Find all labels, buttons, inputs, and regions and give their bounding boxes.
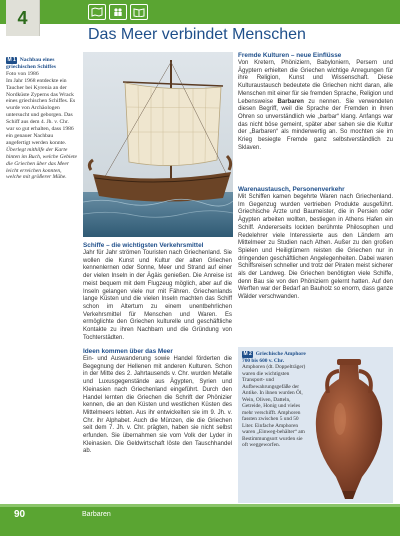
people-icon — [109, 4, 127, 20]
amphora-caption-badge: M 2 — [243, 351, 252, 357]
section-ideas-body: Ein- und Auswanderung sowie Handel förderten die Begegnung der Hellenen mit anderen Kulturen. Schon in der Mitte des 2. Jahrtausends v. Chr. wurden Metalle und Luxusgegenstände aus Ägypten, Syrien und Kleinasien nach Griechenland eingeführt. Durch den Handel lernten die Griechen die Schrift der Phönizier kennen, die an den Küsten und westlichen Küsten des Mittelmeers lebten. Aus ihr entwickelten sie im 9. Jh. v. Chr. ihr Alphabet. Auch die Münzen, die die Griechen seit dem 7. Jh. v. Chr. prägten, haben sie nicht selbst erfunden. Sie übernahmen sie vom Volk der Lyder in Kleinasien. Die Geldwirtschaft löste den Tauschhandel ab. — [83, 356, 232, 455]
section-goods — [238, 186, 393, 302]
amphora-caption-date: 700 bis 600 v. Chr. — [242, 357, 285, 364]
ship-caption — [6, 57, 78, 181]
section-cultures-body: Von Kretern, Phöniziern, Babyloniern, Persern und Ägyptern erhielten die Griechen wichtige Anregungen für ihre Religion, Kunst und Wissenschaft. Diese Kulturaustausch bedeutete die Griechen nicht daran, alle Menschen mit einer für sie fremden Sprache, Religion und Lebensweise Barbaren zu nennen. Sie verwendeten diesen Begriff, weil die Sprache der Fremden in ihren Ohren so unverständlich wie „barbar“ klang. Anfangs war das nicht böse gemeint, später aber sahen sie die Kultur der „Barbaren“ als minderwertig an. So mochten sie im Krieg besiegte Fremde ganz selbstverständlich zu Sklaven. — [238, 60, 393, 151]
amphora-caption-body: Amphoren (dt. Doppelträger) waren die wichtigsten Transport- und Aufbewahrungsgefäße der Antike. In ihnen wurden Öl, Wein, Oliven, Datteln, Getreide, Honig und vieles mehr verschifft. Amphoren fassten zwischen 5 und 50 Liter. Einfache Amphoren waren „Einweg-behälter“ am Bestimmungsort wurden sie oft weggeworfen. — [242, 364, 306, 448]
chapter-tab — [6, 0, 40, 36]
section-ships — [83, 242, 232, 342]
map-icon — [88, 4, 106, 20]
book-icon — [130, 4, 148, 20]
page-title: Das Meer verbindet Menschen — [88, 26, 306, 43]
section-goods-heading: Warenaustausch, Personenverkehr — [238, 186, 345, 193]
ship-caption-task: Überlegt mithilfe der Karte hinten im Buch, welche Gebiete die Griechen über das Meer leicht erreichen konnten, welche mit größerer Mühe. — [6, 146, 77, 181]
ship-caption-badge: M 1 — [7, 57, 16, 63]
section-goods-body: Mit Schiffen kamen begehrte Waren nach Griechenland. Im Gegenzug wurden vertrieben Produkte ausgeführt. Griechische Ärzte und Baumeister, die in Persien oder Ägypten arbeiten wollten, bestiegen in Athens Hafen ein Schiff. Andererseits lockten berühmte Philosophen und Redelehrer viele Interessierte aus den Ländern am Mittelmeer zu Studien nach Athen. Außer zu den großen Spielen und Heiligtümern reisten die Griechen nur in dringenden geschäftlichen Angelegenheiten. Dabei waren Schiffsreisen schneller und trotz der Piraten meist sicherer als der Landweg. Die Griechen benötigten viele Schiffe, denn Bau sie von den Phöniziern gelernt hatten. Auf den Werften war der Bedarf an Bauholz so enorm, dass ganze Wälder verschwanden. — [238, 194, 393, 301]
footer-stripe — [0, 504, 400, 507]
chapter-number: 4 — [17, 7, 28, 28]
section-cultures — [238, 52, 393, 152]
amphora-box — [238, 347, 393, 503]
header-band — [0, 0, 400, 24]
section-ships-heading: Schiffe – die wichtigsten Verkehrsmittel — [83, 242, 204, 249]
bold-term: Barbaren — [277, 98, 304, 105]
ship-caption-date: Foto von 1986 — [6, 70, 39, 77]
ship-caption-title: M 1 Nachbau eines griechischen Schiffes — [6, 57, 56, 70]
amphora-caption — [242, 351, 308, 449]
footer-band — [0, 504, 400, 536]
footer-label: Barbaren — [82, 511, 111, 518]
section-ships-body: Jahr für Jahr strömen Touristen nach Griechenland. Sie wollen die Kunst und Kultur der alten Griechen kennenlernen oder Sonne, Meer und Strand auf einer der vielen Inseln in der Ägäis genießen. Die Anreise ist meist bequem mit dem Flugzeug möglich, aber auf die Inseln gelangen viele nur mit Fähren. Griechenlands lange Küsten und die vielen Inseln machten das Schiff schon im Altertum zu einem unentbehrlichen Verkehrsmittel für Menschen und Waren. Es ermöglichte den Griechen kulturelle und geschäftliche Kontakte zu ihren Nachbarn und die Gründung von Tochterstädten. — [83, 250, 232, 341]
header-icons — [88, 4, 148, 20]
section-ideas — [83, 348, 232, 456]
section-ideas-heading: Ideen kommen über das Meer — [83, 348, 173, 355]
amphora-caption-title: M 2 Griechische Amphore — [243, 351, 306, 357]
section-cultures-heading: Fremde Kulturen – neue Einflüsse — [238, 52, 342, 59]
amphora-photo — [306, 349, 393, 501]
ship-photo — [83, 52, 233, 237]
ship-caption-body: Im Jahr 1968 entdeckte ein Taucher bei Kyrenia an der Nordküste Zyperns das Wrack eines griechischen Schiffes. Es wurde von Archäologen untersucht und geborgen. Das Schiff aus dem 4. Jh. v. Chr. war so gut erhalten, dass 1986 ein genauer Nachbau angefertigt werden konnte. — [6, 77, 76, 146]
page-number: 90 — [14, 509, 26, 520]
